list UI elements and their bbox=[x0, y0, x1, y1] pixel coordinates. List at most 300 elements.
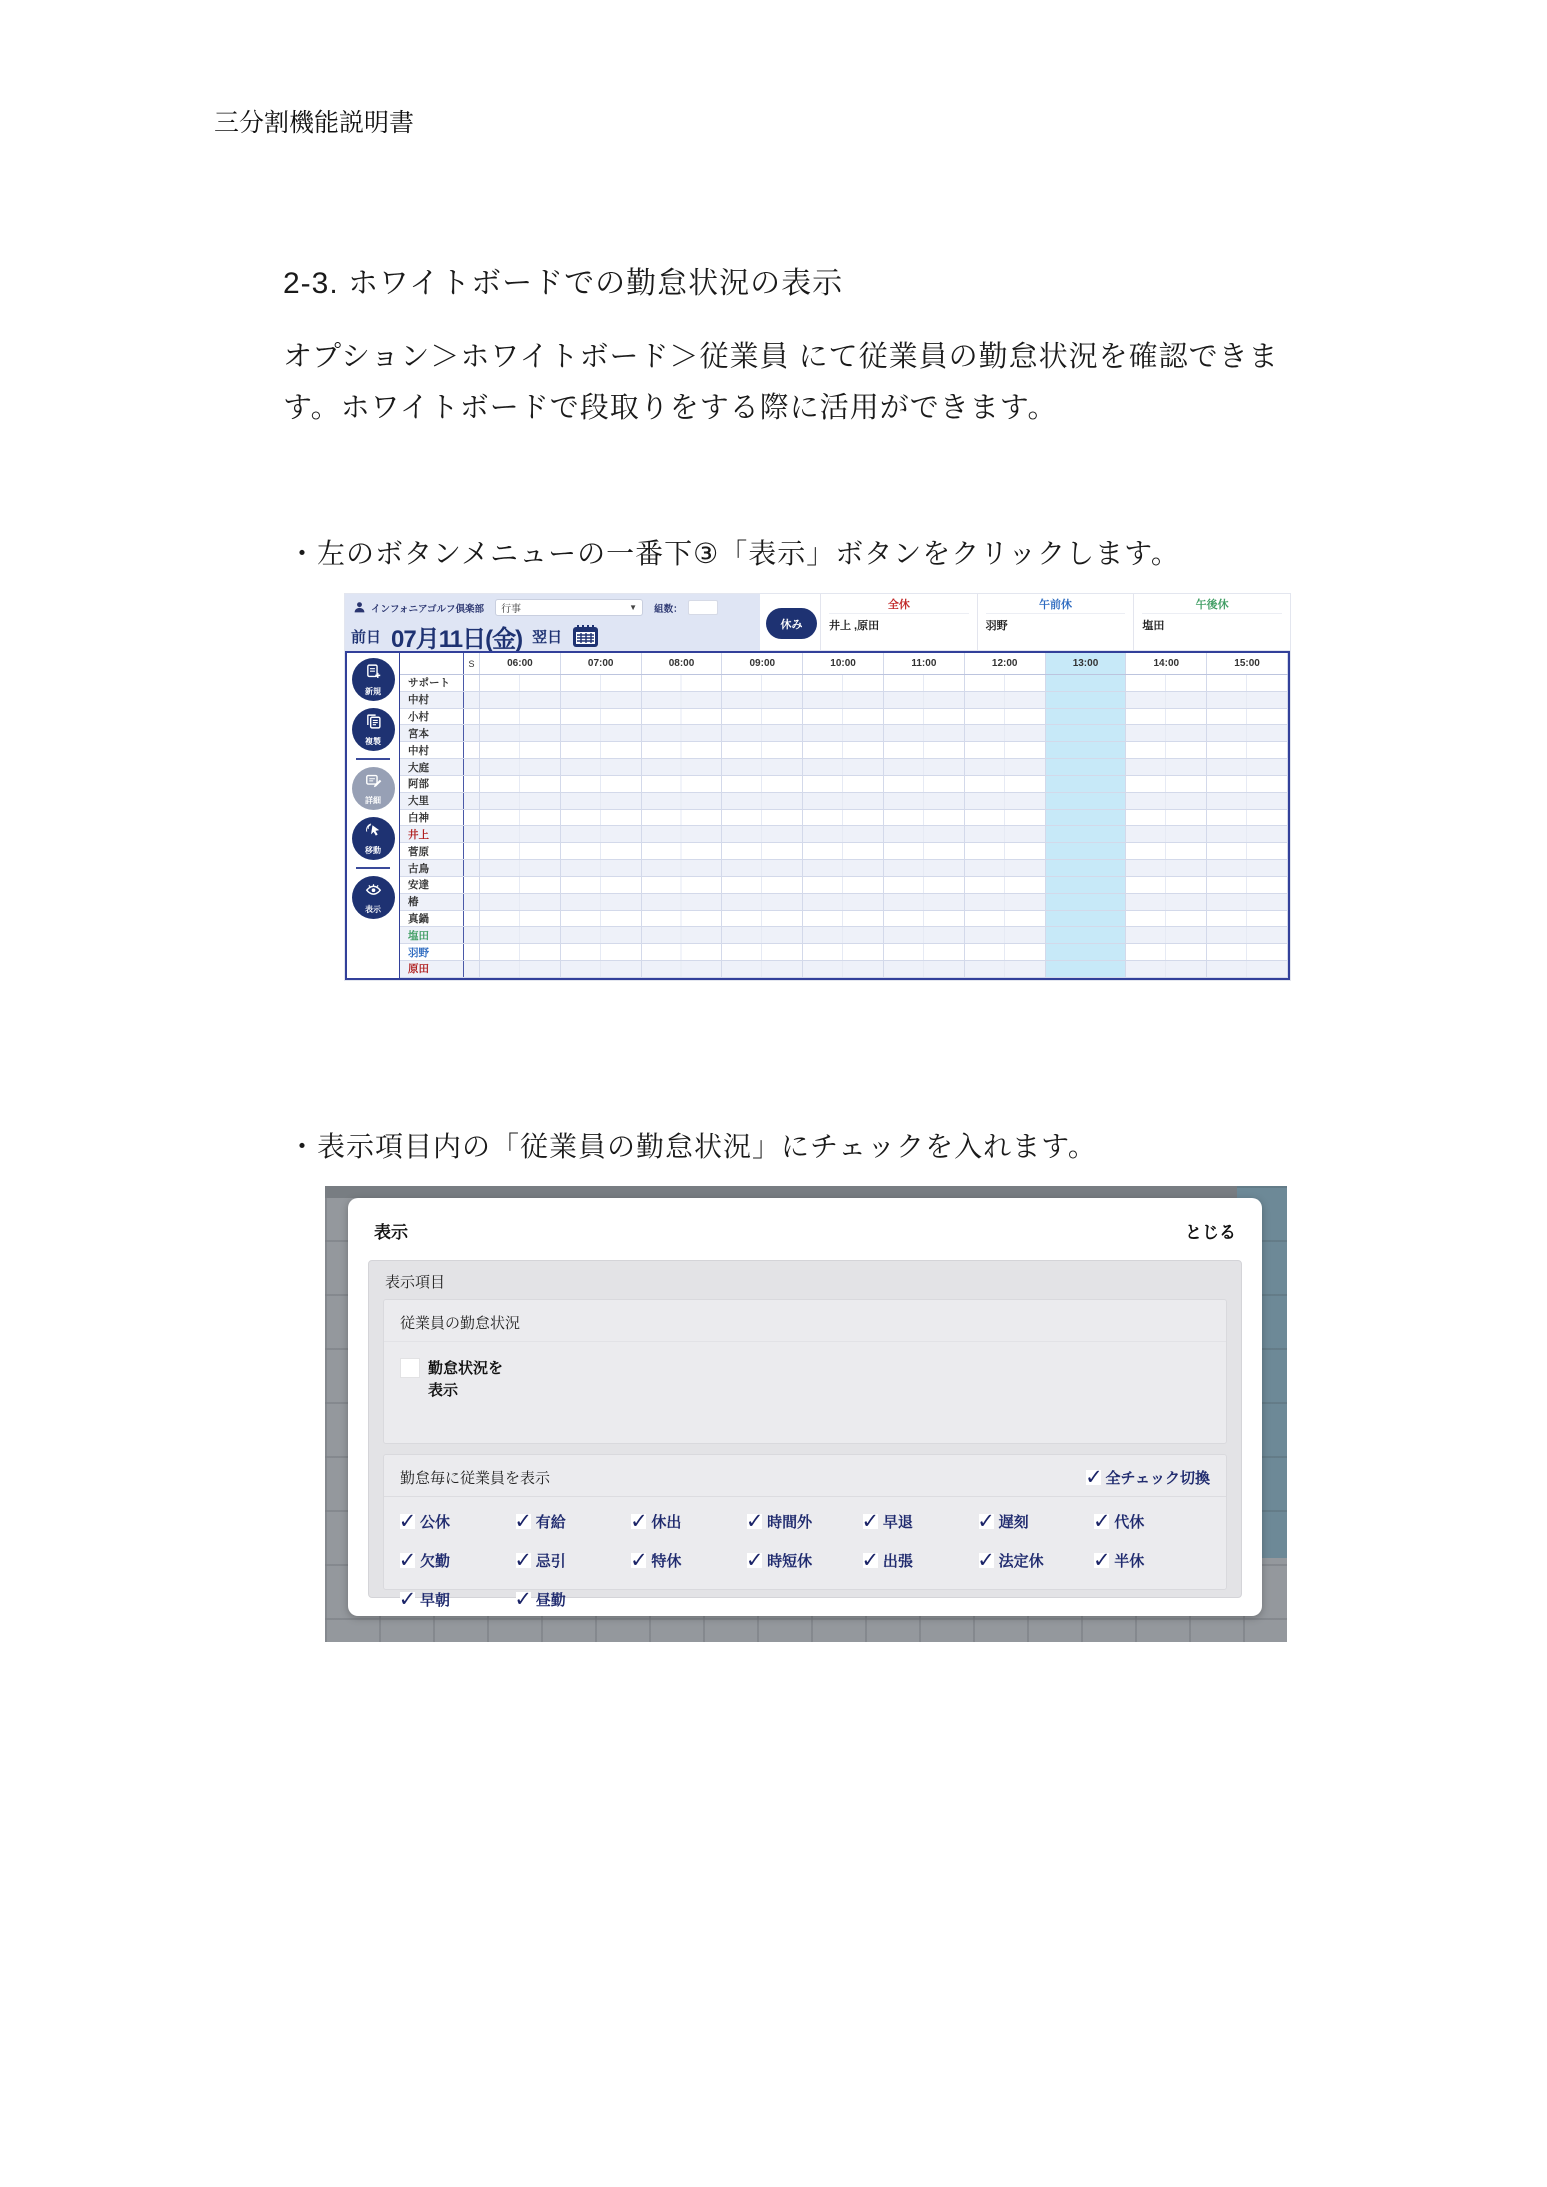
attendance-status-checkbox[interactable] bbox=[400, 1358, 420, 1378]
schedule-cell bbox=[1046, 826, 1127, 842]
schedule-cell bbox=[1126, 944, 1207, 960]
schedule-cell bbox=[1046, 894, 1127, 910]
schedule-cell bbox=[642, 961, 723, 977]
side-button-label: 移動 bbox=[365, 845, 381, 855]
leave-column-2 bbox=[1133, 594, 1290, 650]
checkmark-icon: ✓ bbox=[1092, 1509, 1111, 1533]
checkmark-icon: ✓ bbox=[861, 1548, 880, 1572]
schedule-cell bbox=[561, 877, 642, 893]
schedule-cell bbox=[884, 709, 965, 725]
schedule-cell bbox=[561, 776, 642, 792]
leave-column-names: 井上 ,原田 bbox=[829, 620, 880, 632]
status-checkbox-1[interactable] bbox=[516, 1511, 632, 1532]
schedule-row bbox=[400, 810, 1288, 827]
schedule-cell bbox=[965, 911, 1046, 927]
schedule-rows bbox=[400, 675, 1288, 978]
schedule-row bbox=[400, 927, 1288, 944]
checkmark-icon: ✓ bbox=[514, 1587, 533, 1611]
schedule-cell bbox=[884, 810, 965, 826]
schedule-row bbox=[400, 843, 1288, 860]
side-button-0[interactable] bbox=[352, 658, 395, 701]
time-header-cell: 10:00 bbox=[803, 653, 884, 674]
schedule-cell bbox=[965, 860, 1046, 876]
checkmark-icon: ✓ bbox=[1092, 1548, 1111, 1572]
time-header-cell: 15:00 bbox=[1207, 653, 1288, 674]
schedule-board bbox=[345, 651, 1290, 980]
current-date: 07月11日(金) bbox=[391, 625, 523, 653]
schedule-grid bbox=[399, 653, 1288, 978]
status-checkbox-label: 昼勤 bbox=[535, 1592, 566, 1609]
schedule-cell bbox=[884, 843, 965, 859]
status-checkbox-11[interactable] bbox=[863, 1550, 979, 1571]
schedule-cell bbox=[480, 725, 561, 741]
status-checkbox-0[interactable] bbox=[400, 1511, 516, 1532]
schedule-cell bbox=[803, 927, 884, 943]
start-cell bbox=[464, 759, 480, 775]
schedule-cell bbox=[803, 675, 884, 691]
person-icon bbox=[353, 601, 366, 614]
schedule-cell bbox=[803, 843, 884, 859]
whiteboard-topbar bbox=[345, 594, 1290, 651]
schedule-cell bbox=[1207, 759, 1288, 775]
schedule-cell bbox=[1207, 927, 1288, 943]
schedule-cell bbox=[480, 826, 561, 842]
time-header-cell: 06:00 bbox=[480, 653, 561, 674]
leave-status-panel bbox=[760, 594, 1290, 651]
schedule-cell bbox=[803, 776, 884, 792]
schedule-cell bbox=[722, 944, 803, 960]
schedule-cell bbox=[1126, 725, 1207, 741]
side-button-label: 詳細 bbox=[365, 795, 381, 805]
staff-name-cell: 大里 bbox=[400, 793, 464, 809]
schedule-cell bbox=[561, 709, 642, 725]
schedule-cell bbox=[561, 944, 642, 960]
side-button-3[interactable] bbox=[352, 817, 395, 860]
schedule-cell bbox=[1046, 709, 1127, 725]
schedule-cell bbox=[561, 675, 642, 691]
status-checkbox-10[interactable] bbox=[747, 1550, 863, 1571]
schedule-cell bbox=[965, 709, 1046, 725]
schedule-cell bbox=[884, 911, 965, 927]
schedule-cell bbox=[722, 826, 803, 842]
schedule-cell bbox=[803, 742, 884, 758]
side-menu-divider bbox=[356, 758, 390, 760]
schedule-row bbox=[400, 826, 1288, 843]
status-checkbox-label: 遅刻 bbox=[998, 1514, 1029, 1531]
schedule-cell bbox=[1207, 810, 1288, 826]
schedule-cell bbox=[642, 810, 723, 826]
checkmark-icon: ✓ bbox=[514, 1548, 533, 1572]
prev-day-button[interactable]: 前日 bbox=[351, 628, 382, 646]
schedule-cell bbox=[1126, 776, 1207, 792]
side-button-1[interactable] bbox=[352, 708, 395, 751]
schedule-cell bbox=[884, 927, 965, 943]
time-axis-header bbox=[400, 653, 1288, 675]
checkmark-icon: ✓ bbox=[977, 1509, 995, 1533]
status-checkbox-2[interactable] bbox=[631, 1511, 747, 1532]
schedule-cell bbox=[965, 944, 1046, 960]
schedule-row bbox=[400, 944, 1288, 961]
move-pointer-icon bbox=[364, 822, 383, 844]
attendance-status-box bbox=[383, 1299, 1227, 1444]
status-checkbox-13[interactable] bbox=[1094, 1550, 1210, 1571]
schedule-cell bbox=[1046, 793, 1127, 809]
side-button-label: 新規 bbox=[365, 686, 381, 696]
schedule-cell bbox=[1207, 860, 1288, 876]
schedule-cell bbox=[1126, 675, 1207, 691]
side-button-2[interactable] bbox=[352, 767, 395, 810]
schedule-cell bbox=[1207, 911, 1288, 927]
schedule-row bbox=[400, 759, 1288, 776]
schedule-cell bbox=[1046, 843, 1127, 859]
schedule-row bbox=[400, 961, 1288, 978]
leave-column-0 bbox=[820, 594, 977, 650]
schedule-cell bbox=[480, 692, 561, 708]
schedule-cell bbox=[642, 793, 723, 809]
status-checkbox-label: 特休 bbox=[651, 1553, 682, 1570]
schedule-cell bbox=[884, 860, 965, 876]
schedule-cell bbox=[965, 961, 1046, 977]
schedule-cell bbox=[1126, 860, 1207, 876]
status-checkbox-15[interactable] bbox=[516, 1589, 632, 1610]
schedule-cell bbox=[1207, 675, 1288, 691]
schedule-cell bbox=[1207, 776, 1288, 792]
background-top-strip bbox=[325, 1186, 1287, 1198]
schedule-cell bbox=[884, 692, 965, 708]
staff-name-cell: 原田 bbox=[400, 961, 464, 977]
schedule-cell bbox=[722, 911, 803, 927]
checkmark-icon: ✓ bbox=[977, 1548, 995, 1572]
schedule-cell bbox=[803, 709, 884, 725]
schedule-cell bbox=[722, 894, 803, 910]
time-header-cell: S bbox=[464, 653, 480, 674]
schedule-cell bbox=[803, 793, 884, 809]
toggle-all-label: 全チェック切換 bbox=[1105, 1470, 1210, 1487]
schedule-cell bbox=[722, 810, 803, 826]
schedule-cell bbox=[1126, 793, 1207, 809]
schedule-cell bbox=[965, 759, 1046, 775]
status-checkbox-label: 半休 bbox=[1114, 1553, 1145, 1570]
start-cell bbox=[464, 709, 480, 725]
schedule-cell bbox=[480, 675, 561, 691]
schedule-cell bbox=[1126, 961, 1207, 977]
schedule-cell bbox=[561, 927, 642, 943]
schedule-cell bbox=[561, 725, 642, 741]
status-checkbox-8[interactable] bbox=[516, 1550, 632, 1571]
checkmark-icon: ✓ bbox=[745, 1548, 764, 1572]
schedule-cell bbox=[1126, 894, 1207, 910]
schedule-cell bbox=[965, 810, 1046, 826]
schedule-cell bbox=[1207, 961, 1288, 977]
display-items-section bbox=[368, 1260, 1242, 1611]
staff-name-cell: 羽野 bbox=[400, 944, 464, 960]
checkmark-icon: ✓ bbox=[1085, 1465, 1103, 1489]
schedule-cell bbox=[642, 725, 723, 741]
schedule-cell bbox=[642, 675, 723, 691]
staff-name-cell: 小村 bbox=[400, 709, 464, 725]
schedule-cell bbox=[642, 944, 723, 960]
schedule-cell bbox=[884, 776, 965, 792]
next-day-button[interactable]: 翌日 bbox=[532, 628, 563, 646]
schedule-cell bbox=[965, 675, 1046, 691]
schedule-cell bbox=[561, 826, 642, 842]
status-checkbox-6[interactable] bbox=[1094, 1511, 1210, 1532]
staff-name-cell: 阿部 bbox=[400, 776, 464, 792]
status-checkbox-label: 公休 bbox=[420, 1514, 451, 1531]
schedule-cell bbox=[561, 911, 642, 927]
schedule-cell bbox=[480, 709, 561, 725]
schedule-cell bbox=[480, 944, 561, 960]
schedule-cell bbox=[1207, 944, 1288, 960]
group-count-input[interactable] bbox=[688, 600, 718, 615]
schedule-cell bbox=[884, 725, 965, 741]
time-header-cell: 09:00 bbox=[722, 653, 803, 674]
leave-column-header: 午前休 bbox=[986, 596, 1126, 614]
start-cell bbox=[464, 725, 480, 741]
schedule-cell bbox=[480, 843, 561, 859]
status-checkbox-12[interactable] bbox=[979, 1550, 1095, 1571]
calendar-icon[interactable] bbox=[572, 624, 599, 648]
display-dialog bbox=[348, 1198, 1262, 1616]
schedule-cell bbox=[803, 944, 884, 960]
schedule-row bbox=[400, 894, 1288, 911]
attendance-checkbox-label: 勤怠状況を 表示 bbox=[428, 1360, 504, 1399]
schedule-cell bbox=[1207, 725, 1288, 741]
paragraph-line-1: オプション＞ホワイトボード＞従業員 にて従業員の勤怠状況を確認できま bbox=[283, 341, 1279, 373]
instruction-bullet-2: ・表示項目内の「従業員の勤怠状況」にチェックを入れます。 bbox=[288, 1131, 1097, 1162]
status-checkbox-label: 代休 bbox=[1114, 1514, 1145, 1531]
schedule-cell bbox=[803, 759, 884, 775]
schedule-row bbox=[400, 692, 1288, 709]
time-header-cell: 12:00 bbox=[965, 653, 1046, 674]
status-checkbox-4[interactable] bbox=[863, 1511, 979, 1532]
start-cell bbox=[464, 927, 480, 943]
schedule-cell bbox=[965, 843, 1046, 859]
schedule-cell bbox=[803, 877, 884, 893]
start-cell bbox=[464, 961, 480, 977]
start-cell bbox=[464, 793, 480, 809]
schedule-cell bbox=[1046, 877, 1127, 893]
schedule-cell bbox=[561, 759, 642, 775]
side-button-label: 表示 bbox=[365, 904, 381, 914]
schedule-cell bbox=[803, 692, 884, 708]
schedule-cell bbox=[803, 826, 884, 842]
schedule-cell bbox=[1126, 692, 1207, 708]
schedule-cell bbox=[642, 759, 723, 775]
start-cell bbox=[464, 843, 480, 859]
schedule-cell bbox=[884, 961, 965, 977]
schedule-row bbox=[400, 742, 1288, 759]
schedule-cell bbox=[480, 911, 561, 927]
schedule-cell bbox=[480, 793, 561, 809]
schedule-cell bbox=[642, 843, 723, 859]
status-checkbox-label: 欠勤 bbox=[420, 1553, 451, 1570]
schedule-cell bbox=[1126, 759, 1207, 775]
schedule-cell bbox=[722, 877, 803, 893]
schedule-cell bbox=[642, 776, 723, 792]
status-checkbox-label: 休出 bbox=[651, 1514, 682, 1531]
schedule-cell bbox=[722, 759, 803, 775]
schedule-cell bbox=[722, 843, 803, 859]
schedule-cell bbox=[722, 927, 803, 943]
schedule-cell bbox=[803, 810, 884, 826]
schedule-cell bbox=[722, 860, 803, 876]
leave-column-names: 塩田 bbox=[1142, 620, 1165, 632]
schedule-cell bbox=[884, 877, 965, 893]
schedule-cell bbox=[803, 894, 884, 910]
schedule-cell bbox=[1207, 692, 1288, 708]
schedule-cell bbox=[803, 725, 884, 741]
event-select[interactable] bbox=[495, 599, 643, 616]
side-button-menu bbox=[347, 653, 399, 978]
schedule-cell bbox=[965, 894, 1046, 910]
schedule-cell bbox=[965, 826, 1046, 842]
schedule-cell bbox=[722, 776, 803, 792]
schedule-cell bbox=[1126, 911, 1207, 927]
staff-name-cell: 宮本 bbox=[400, 725, 464, 741]
attendance-status-title: 従業員の勤怠状況 bbox=[384, 1300, 1226, 1342]
schedule-cell bbox=[1126, 742, 1207, 758]
close-dialog-button[interactable]: とじる bbox=[1185, 1223, 1236, 1242]
schedule-cell bbox=[803, 961, 884, 977]
event-select-value: 行事 bbox=[501, 604, 522, 615]
start-cell bbox=[464, 675, 480, 691]
schedule-cell bbox=[722, 692, 803, 708]
side-menu-divider bbox=[356, 867, 390, 869]
schedule-cell bbox=[722, 742, 803, 758]
status-checkbox-label: 出張 bbox=[882, 1553, 913, 1570]
status-checkbox-9[interactable] bbox=[631, 1550, 747, 1571]
schedule-cell bbox=[803, 911, 884, 927]
schedule-cell bbox=[480, 877, 561, 893]
start-cell bbox=[464, 692, 480, 708]
schedule-cell bbox=[480, 810, 561, 826]
status-checkbox-label: 時短休 bbox=[767, 1553, 813, 1570]
schedule-cell bbox=[561, 810, 642, 826]
leave-column-header: 午後休 bbox=[1142, 596, 1282, 614]
schedule-cell bbox=[642, 877, 723, 893]
document-title: 三分割機能説明書 bbox=[214, 109, 415, 137]
schedule-row bbox=[400, 793, 1288, 810]
status-checkbox-label: 早退 bbox=[882, 1514, 913, 1531]
per-status-box bbox=[383, 1454, 1227, 1611]
staff-name-cell: サポート bbox=[400, 675, 464, 691]
start-cell bbox=[464, 944, 480, 960]
start-cell bbox=[464, 810, 480, 826]
schedule-cell bbox=[1126, 826, 1207, 842]
status-checkbox-14[interactable] bbox=[400, 1589, 516, 1610]
side-button-label: 複製 bbox=[365, 736, 381, 746]
rest-button[interactable]: 休み bbox=[766, 608, 817, 639]
schedule-cell bbox=[884, 793, 965, 809]
schedule-cell bbox=[1207, 894, 1288, 910]
schedule-cell bbox=[642, 894, 723, 910]
schedule-cell bbox=[722, 709, 803, 725]
schedule-cell bbox=[965, 927, 1046, 943]
paragraph-line-2: す。ホワイトボードで段取りをする際に活用ができます。 bbox=[283, 392, 1058, 424]
start-cell bbox=[464, 776, 480, 792]
start-cell bbox=[464, 742, 480, 758]
schedule-cell bbox=[722, 793, 803, 809]
checkmark-icon: ✓ bbox=[861, 1509, 880, 1533]
schedule-cell bbox=[803, 860, 884, 876]
schedule-cell bbox=[561, 793, 642, 809]
topbar-left-panel bbox=[345, 594, 760, 651]
schedule-cell bbox=[1046, 860, 1127, 876]
schedule-cell bbox=[1046, 725, 1127, 741]
schedule-cell bbox=[480, 927, 561, 943]
schedule-cell bbox=[561, 843, 642, 859]
status-checkbox-label: 有給 bbox=[535, 1514, 566, 1531]
schedule-cell bbox=[480, 759, 561, 775]
toggle-all-checkboxes-button[interactable] bbox=[1086, 1467, 1210, 1488]
schedule-cell bbox=[1126, 810, 1207, 826]
schedule-cell bbox=[722, 961, 803, 977]
schedule-cell bbox=[561, 860, 642, 876]
status-checkbox-5[interactable] bbox=[979, 1511, 1095, 1532]
schedule-cell bbox=[561, 894, 642, 910]
start-cell bbox=[464, 911, 480, 927]
schedule-cell bbox=[561, 742, 642, 758]
time-header-cell: 07:00 bbox=[561, 653, 642, 674]
schedule-cell bbox=[1046, 759, 1127, 775]
schedule-cell bbox=[642, 742, 723, 758]
schedule-cell bbox=[884, 894, 965, 910]
leave-column-names: 羽野 bbox=[985, 620, 1008, 632]
schedule-cell bbox=[1046, 675, 1127, 691]
schedule-cell bbox=[1046, 911, 1127, 927]
per-status-title: 勤怠毎に従業員を表示 bbox=[400, 1470, 551, 1487]
schedule-cell bbox=[965, 793, 1046, 809]
schedule-row bbox=[400, 911, 1288, 928]
schedule-cell bbox=[642, 860, 723, 876]
schedule-cell bbox=[884, 944, 965, 960]
staff-name-cell: 大庭 bbox=[400, 759, 464, 775]
schedule-row bbox=[400, 709, 1288, 726]
checkmark-icon: ✓ bbox=[745, 1509, 764, 1533]
checkmark-icon: ✓ bbox=[398, 1548, 417, 1572]
app-title: インフォニアゴルフ倶楽部 bbox=[371, 603, 485, 615]
staff-name-cell: 菅原 bbox=[400, 843, 464, 859]
status-checkbox-3[interactable] bbox=[747, 1511, 863, 1532]
side-button-4[interactable] bbox=[352, 876, 395, 919]
schedule-cell bbox=[480, 742, 561, 758]
display-dialog-screenshot bbox=[325, 1186, 1287, 1642]
dialog-title: 表示 bbox=[374, 1223, 408, 1242]
checkmark-icon: ✓ bbox=[630, 1509, 648, 1533]
checkmark-icon: ✓ bbox=[398, 1509, 417, 1533]
section-heading: 2-3. ホワイトボードでの勤怠状況の表示 bbox=[283, 267, 844, 300]
copy-icon bbox=[364, 713, 383, 735]
schedule-cell bbox=[561, 961, 642, 977]
schedule-cell bbox=[1207, 709, 1288, 725]
schedule-cell bbox=[965, 776, 1046, 792]
leave-column-1 bbox=[977, 594, 1134, 650]
chevron-down-icon: ▼ bbox=[629, 603, 638, 612]
schedule-cell bbox=[884, 759, 965, 775]
leave-columns bbox=[820, 594, 1290, 650]
schedule-cell bbox=[965, 877, 1046, 893]
schedule-row bbox=[400, 860, 1288, 877]
schedule-cell bbox=[642, 911, 723, 927]
schedule-cell bbox=[1207, 793, 1288, 809]
time-header-cell: 11:00 bbox=[884, 653, 965, 674]
leave-column-header: 全休 bbox=[829, 596, 969, 614]
edit-document-icon bbox=[364, 772, 383, 794]
staff-name-cell: 中村 bbox=[400, 692, 464, 708]
status-checkbox-7[interactable] bbox=[400, 1550, 516, 1571]
schedule-cell bbox=[1126, 927, 1207, 943]
